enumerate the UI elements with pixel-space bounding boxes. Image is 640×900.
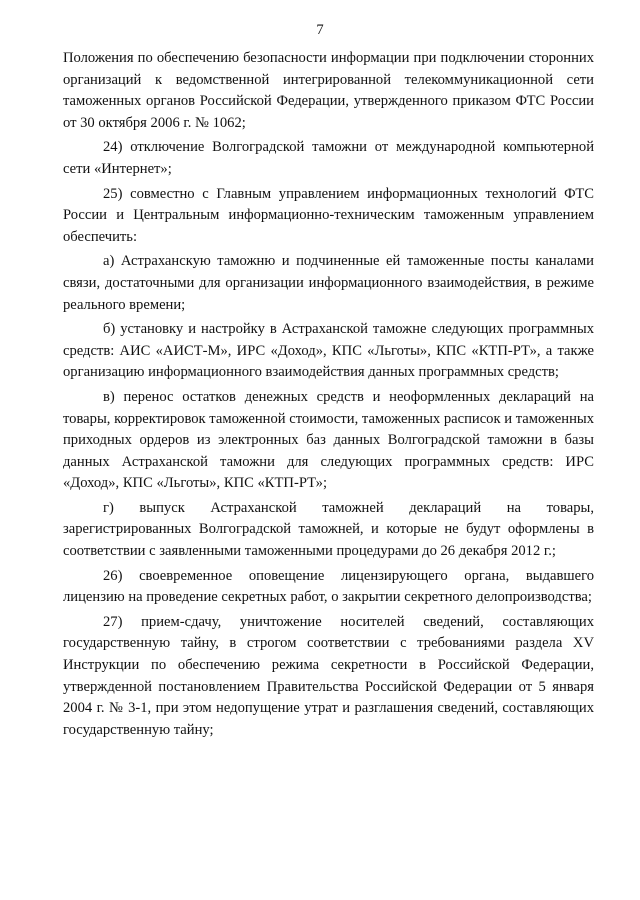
paragraph-item-27: 27) прием-сдачу, уничтожение носителей сведений, составляющих государственную тайну, в строгом соответствии с требованиями раздела XV Инструкции по обеспечению режима секретности в Российской Федерации, утвержденной постановлением Правительства Российской Федерации от 5 января 2004 г. № 3-1, при этом недопущение утрат и разглашения сведений, составляющих государственную тайну; (63, 613, 594, 738)
page-number: 7 (316, 22, 324, 38)
paragraph-item-25-a: а) Астраханскую таможню и подчиненные ей таможенные посты каналами связи, достаточными для организации информационного взаимодействия, в режиме реального времени; (63, 253, 594, 313)
paragraph-item-26: 26) своевременное оповещение лицензирующего органа, выдавшего лицензию на проведение секретных работ, о закрытии секретного делопроизводства; (63, 567, 594, 606)
paragraph-item-25-g: г) выпуск Астраханской таможней деклараций на товары, зарегистрированных Волгоградской таможней, и которые не будут оформлены в соответствии с заявленными таможенными процедурами до 26 декабря 2012 г.; (63, 499, 594, 560)
paragraph-item-25: 25) совместно с Главным управлением информационных технологий ФТС России и Центральным информационно-техническим таможенным управлением обеспечить: (63, 185, 594, 245)
paragraph-item-24: 24) отключение Волгоградской таможни от международной компьютерной сети «Интернет»; (63, 139, 594, 177)
document-body (63, 48, 594, 744)
paragraph-item-25-b: б) установку и настройку в Астраханской таможне следующих программных средств: АИС «АИСТ-М», ИРС «Доход», КПС «Льготы», КПС «КТП-РТ», а также организацию информационного взаимодействия данных программных средств; (63, 321, 594, 381)
paragraph-regulation-continuation: Положения по обеспечению безопасности информации при подключении сторонних организаций к ведомственной интегрированной телекоммуникационной сети таможенных органов Российской Федерации, утвержденного приказом ФТС России от 30 октября 2006 г. № 1062; (63, 50, 594, 131)
paragraph-item-25-v: в) перенос остатков денежных средств и неоформленных деклараций на товары, корректировок таможенной стоимости, таможенных расписок и таможенных приходных ордеров из электронных баз данных Волгоградской таможни в базы данных Астраханской таможни для следующих программных средств: ИРС «Доход», КПС «Льготы», КПС «КТП-РТ»; (63, 388, 594, 492)
